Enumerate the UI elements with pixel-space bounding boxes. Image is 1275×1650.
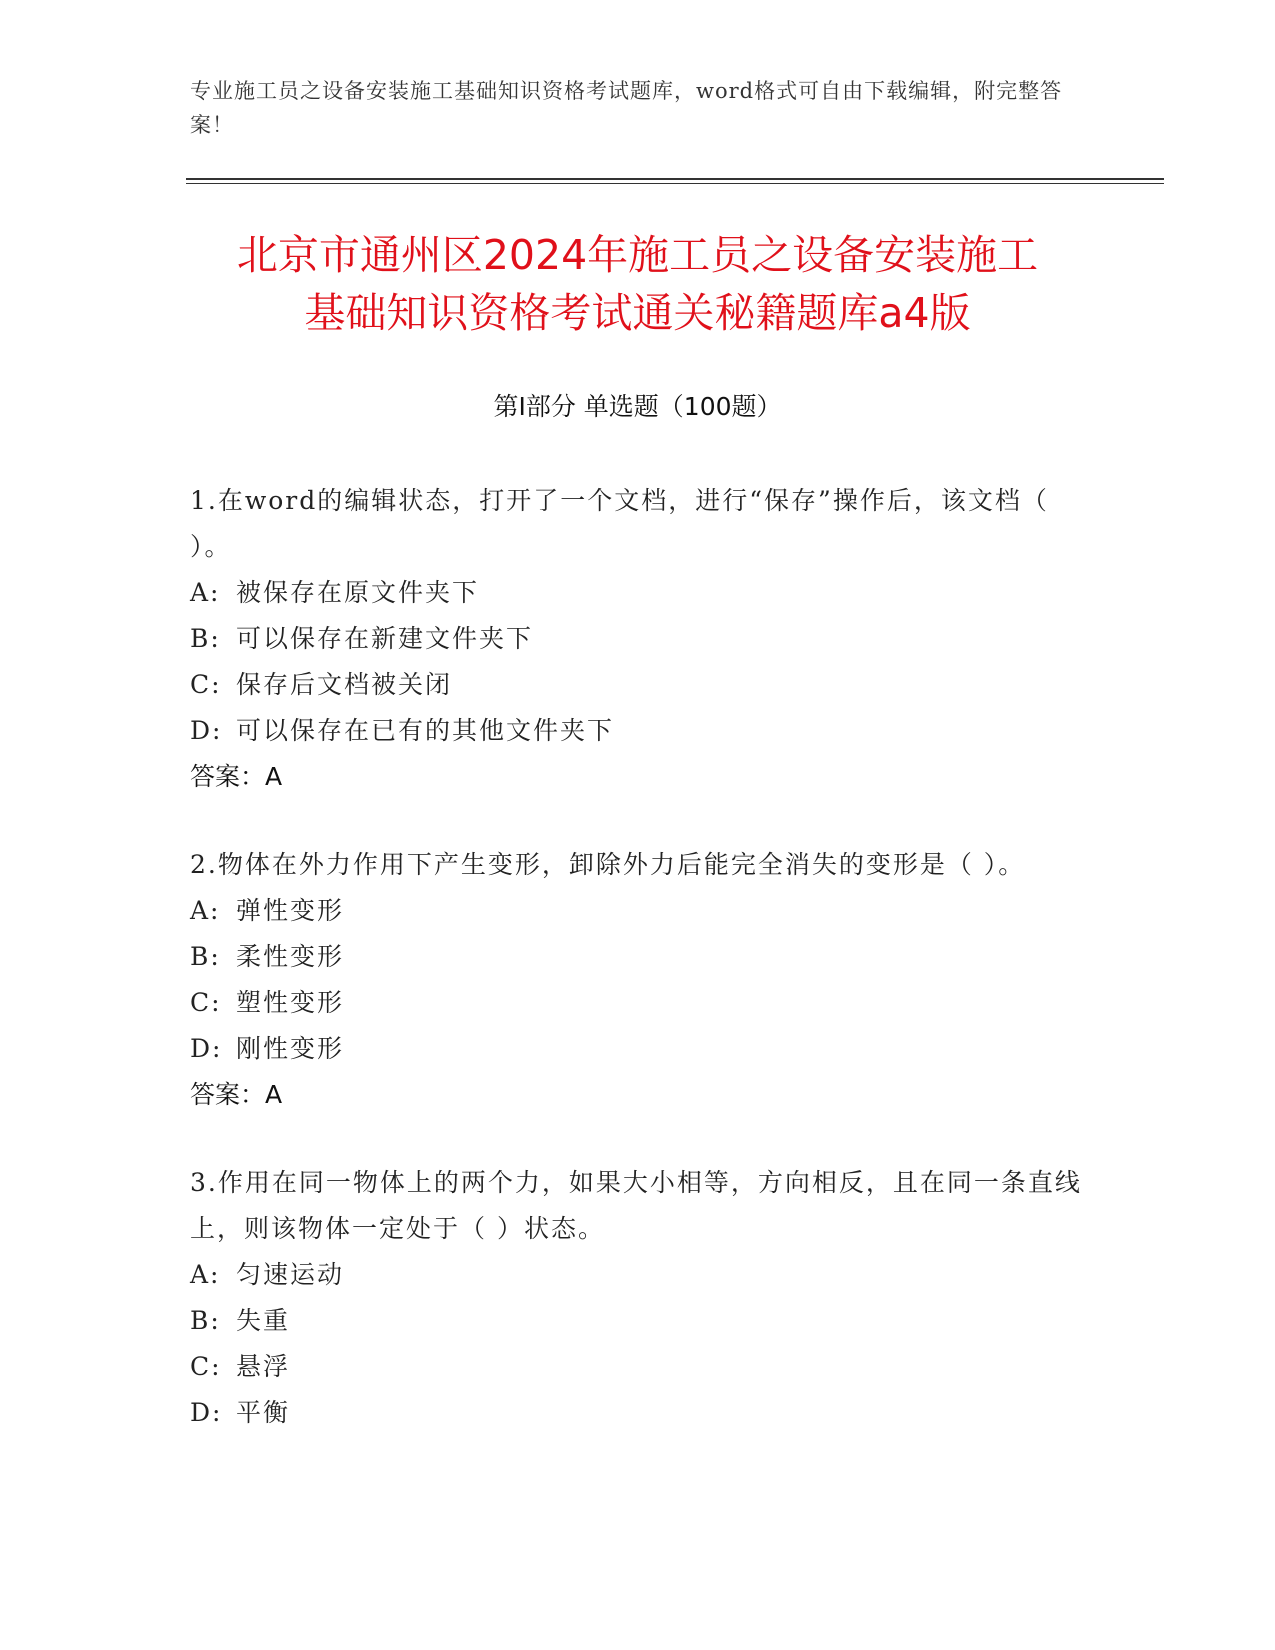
option-a bbox=[190, 1252, 1090, 1298]
option-b bbox=[190, 616, 1090, 662]
option-text: 可以保存在已有的其他文件夹下 bbox=[236, 716, 615, 745]
option-letter: C: bbox=[190, 1352, 222, 1381]
document-title-line-2: 基础知识资格考试通关秘籍题库a4版 bbox=[304, 289, 971, 337]
option-d bbox=[190, 708, 1090, 754]
option-text: 被保存在原文件夹下 bbox=[236, 578, 480, 607]
question-2 bbox=[190, 842, 1090, 1118]
option-text: 刚性变形 bbox=[236, 1034, 345, 1063]
header-rule-thin bbox=[186, 183, 1164, 184]
document-title bbox=[0, 226, 1275, 342]
option-c bbox=[190, 662, 1090, 708]
question-3 bbox=[190, 1160, 1090, 1436]
option-text: 悬浮 bbox=[236, 1352, 291, 1381]
option-letter: C: bbox=[190, 670, 222, 699]
option-letter: A: bbox=[190, 578, 221, 607]
option-text: 匀速运动 bbox=[236, 1260, 345, 1289]
answer: 答案：A bbox=[190, 762, 283, 791]
option-text: 可以保存在新建文件夹下 bbox=[236, 624, 534, 653]
question-1 bbox=[190, 478, 1090, 800]
option-a bbox=[190, 570, 1090, 616]
header-rule-thick bbox=[186, 178, 1164, 180]
option-c bbox=[190, 1344, 1090, 1390]
option-text: 失重 bbox=[236, 1306, 291, 1335]
option-letter: C: bbox=[190, 988, 222, 1017]
option-text: 保存后文档被关闭 bbox=[236, 670, 453, 699]
option-letter: B: bbox=[190, 624, 221, 653]
option-b bbox=[190, 1298, 1090, 1344]
question-stem: 3.作用在同一物体上的两个力，如果大小相等，方向相反，且在同一条直线上，则该物体一定处于（ ）状态。 bbox=[190, 1168, 1082, 1243]
question-list bbox=[190, 478, 1090, 1478]
option-letter: A: bbox=[190, 896, 221, 925]
question-stem: 2.物体在外力作用下产生变形，卸除外力后能完全消失的变形是（ ）。 bbox=[190, 850, 1026, 879]
option-letter: B: bbox=[190, 942, 221, 971]
option-letter: D: bbox=[190, 1034, 223, 1063]
option-letter: B: bbox=[190, 1306, 221, 1335]
option-letter: A: bbox=[190, 1260, 221, 1289]
option-text: 平衡 bbox=[236, 1398, 291, 1427]
option-text: 柔性变形 bbox=[236, 942, 345, 971]
question-stem: 1.在word的编辑状态，打开了一个文档，进行“保存”操作后，该文档（ ）。 bbox=[190, 486, 1049, 561]
option-text: 塑性变形 bbox=[236, 988, 345, 1017]
option-letter: D: bbox=[190, 716, 223, 745]
document-title-line-1: 北京市通州区2024年施工员之设备安装施工 bbox=[236, 231, 1039, 279]
option-c bbox=[190, 980, 1090, 1026]
option-b bbox=[190, 934, 1090, 980]
option-text: 弹性变形 bbox=[236, 896, 345, 925]
header-note: 专业施工员之设备安装施工基础知识资格考试题库，word格式可自由下载编辑，附完整答案！ bbox=[190, 79, 1063, 137]
option-letter: D: bbox=[190, 1398, 223, 1427]
option-a bbox=[190, 888, 1090, 934]
option-d bbox=[190, 1026, 1090, 1072]
answer: 答案：A bbox=[190, 1080, 283, 1109]
option-d bbox=[190, 1390, 1090, 1436]
section-title: 第I部分 单选题（100题） bbox=[493, 392, 782, 421]
